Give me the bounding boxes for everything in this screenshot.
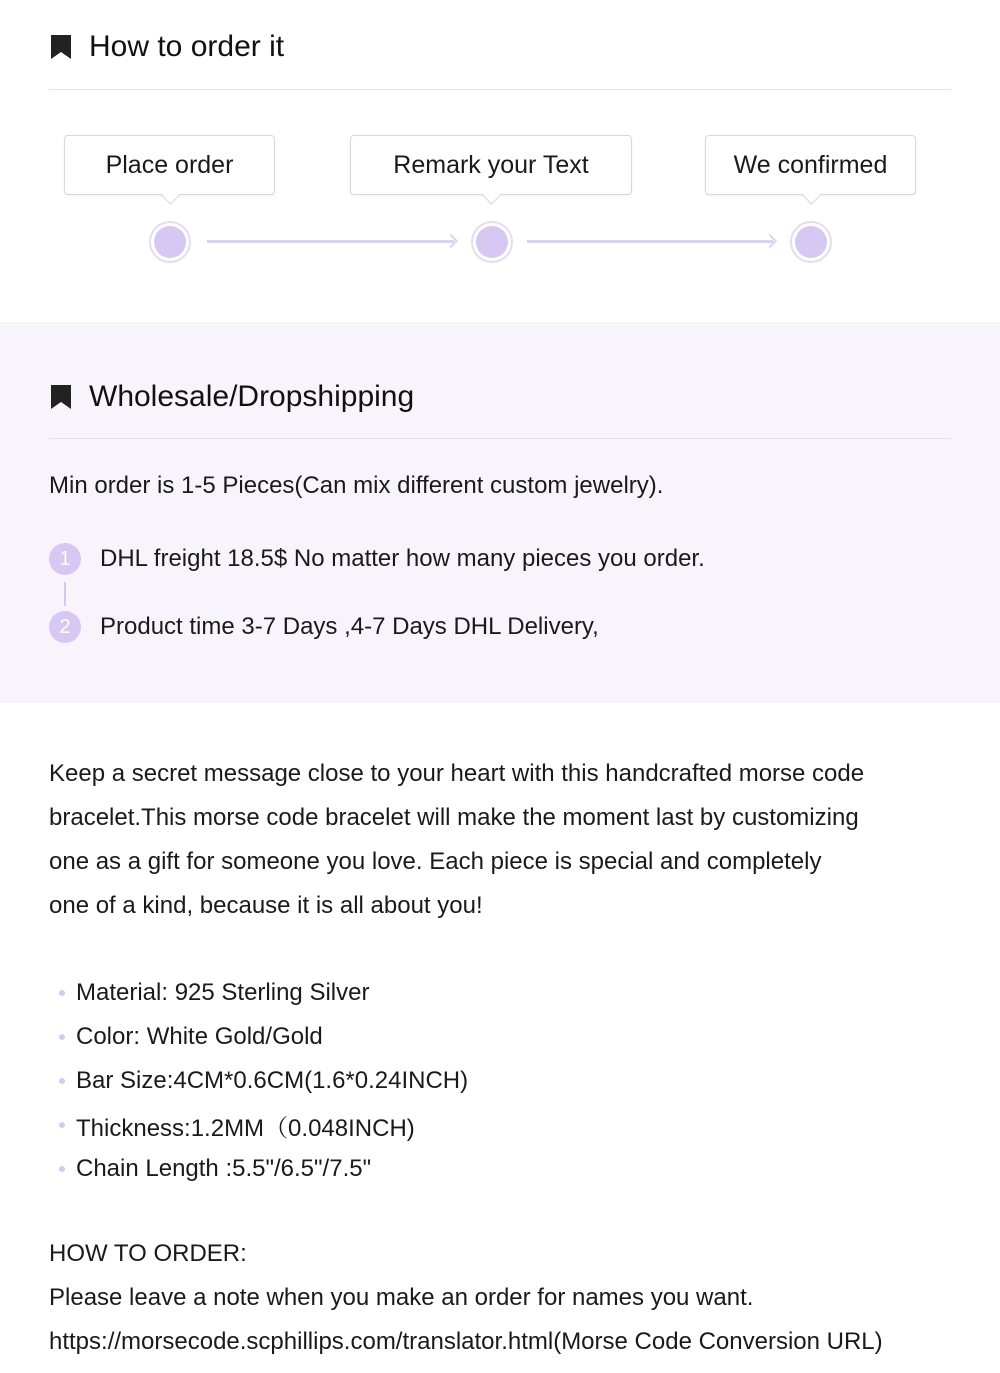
step-label: We confirmed bbox=[733, 150, 888, 179]
description-line: Keep a secret message close to your heart with this handcrafted morse code bbox=[49, 760, 865, 787]
wholesale-item-1 bbox=[49, 543, 705, 575]
spec-list bbox=[49, 971, 468, 1191]
spec-item bbox=[49, 1147, 468, 1191]
spec-item bbox=[49, 1015, 468, 1059]
spec-text: Material: 925 Sterling Silver bbox=[76, 979, 370, 1006]
spec-text: Color: White Gold/Gold bbox=[76, 1023, 323, 1050]
step-arrow-1 bbox=[207, 240, 454, 243]
step-remark-text bbox=[350, 135, 632, 195]
step-arrow-2 bbox=[527, 240, 773, 243]
spec-text: Chain Length :5.5"/6.5"/7.5" bbox=[76, 1155, 372, 1182]
number-connector bbox=[64, 582, 66, 606]
step-label: Remark your Text bbox=[393, 150, 589, 179]
step-we-confirmed bbox=[705, 135, 916, 195]
spec-item bbox=[49, 1103, 468, 1147]
bullet-icon bbox=[59, 1034, 65, 1040]
conversion-url-text: https://morsecode.scphillips.com/translator.html(Morse Code Conversion URL) bbox=[49, 1328, 883, 1355]
how-to-order-instructions bbox=[49, 1232, 883, 1364]
how-to-order-title bbox=[49, 26, 284, 68]
wholesale-item-text: Product time 3-7 Days ,4-7 Days DHL Delivery, bbox=[100, 613, 599, 640]
step-number-badge: 2 bbox=[49, 611, 81, 643]
spec-item bbox=[49, 1059, 468, 1103]
bullet-icon bbox=[59, 1078, 65, 1084]
divider bbox=[49, 438, 951, 439]
how-to-order-heading: HOW TO ORDER: bbox=[49, 1240, 247, 1267]
divider bbox=[49, 89, 951, 90]
min-order-text: Min order is 1-5 Pieces(Can mix different custom jewelry). bbox=[49, 472, 664, 499]
description-line: one of a kind, because it is all about you! bbox=[49, 892, 483, 919]
description-line: one as a gift for someone you love. Each piece is special and completely bbox=[49, 848, 822, 875]
bookmark-icon bbox=[49, 384, 73, 410]
spec-text: Bar Size:4CM*0.6CM(1.6*0.24INCH) bbox=[76, 1067, 469, 1094]
wholesale-title bbox=[49, 375, 414, 419]
step-dot-1 bbox=[149, 221, 191, 263]
how-to-order-title-text: How to order it bbox=[89, 30, 285, 63]
step-label: Place order bbox=[105, 150, 234, 179]
bookmark-icon bbox=[49, 34, 73, 60]
step-dot-2 bbox=[471, 221, 513, 263]
how-to-order-note: Please leave a note when you make an order for names you want. bbox=[49, 1284, 754, 1311]
step-dot-3 bbox=[790, 221, 832, 263]
wholesale-title-text: Wholesale/Dropshipping bbox=[89, 380, 415, 413]
description-line: bracelet.This morse code bracelet will make the moment last by customizing bbox=[49, 804, 859, 831]
how-to-order-section bbox=[0, 0, 1000, 322]
step-place-order bbox=[64, 135, 275, 195]
wholesale-item-text: DHL freight 18.5$ No matter how many pieces you order. bbox=[100, 545, 705, 572]
spec-text: Thickness:1.2MM（0.048INCH) bbox=[76, 1114, 415, 1142]
spec-item bbox=[49, 971, 468, 1015]
bullet-icon bbox=[59, 1166, 65, 1172]
wholesale-section bbox=[0, 322, 1000, 703]
bullet-icon bbox=[59, 990, 65, 996]
bullet-icon bbox=[59, 1122, 65, 1128]
step-number-badge: 1 bbox=[49, 543, 81, 575]
product-description bbox=[49, 752, 959, 928]
wholesale-item-2 bbox=[49, 611, 599, 643]
